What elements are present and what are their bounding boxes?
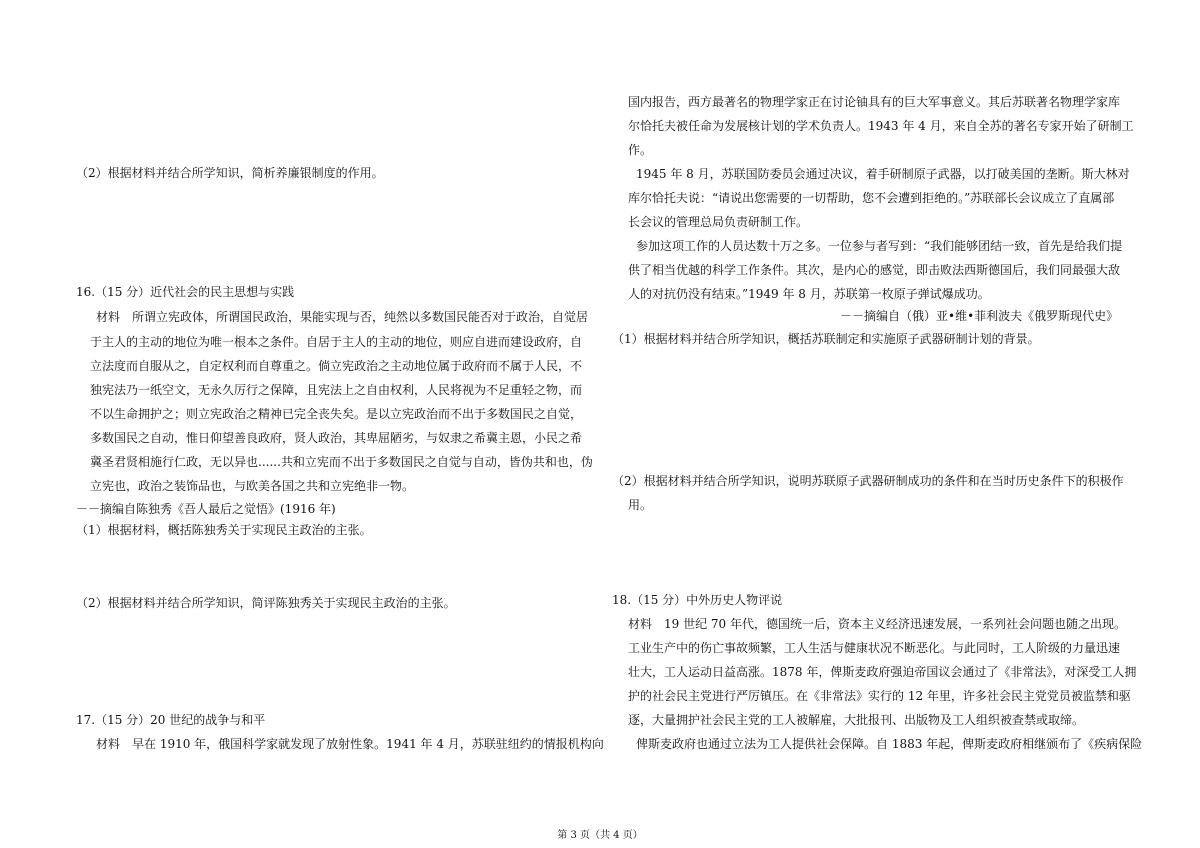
q17-material-line: 长会议的管理总局负责研制工作。 xyxy=(628,215,809,229)
q17-material-line: 供了相当优越的科学工作条件。其次，是内心的感觉，即击败法西斯德国后，我们同最强大敌 xyxy=(628,263,1121,277)
q16-material-line: 不以生命拥护之；则立宪政治之精神已完全丧失矣。是以立宪政治而不出于多数国民之自觉， xyxy=(90,407,583,421)
q16-material-line: 于主人的主动的地位为唯一根本之条件。自居于主人的主动的地位，则应自进而建设政府，自 xyxy=(90,335,583,349)
q17-material-line: 库尔恰托夫说：“请说出您需要的一切帮助，您不会遭到拒绝的。”苏联部长会议成立了直属部 xyxy=(628,191,1115,205)
q17-part1-question: （1）根据材料并结合所学知识，概括苏联制定和实施原子武器研制计划的背景。 xyxy=(612,332,1040,346)
q15-part2-question: （2）根据材料并结合所学知识，简析养廉银制度的作用。 xyxy=(76,166,384,180)
q16-material-line: 材料 所谓立宪政体，所谓国民政治，果能实现与否，纯然以多数国民能否对于政治，自觉居 xyxy=(96,310,589,324)
q16-material-line: 独宪法乃一纸空文，无永久厉行之保障，且宪法上之自由权利，人民将视为不足重轻之物，而 xyxy=(90,383,583,397)
q18-material-line: 材料 19 世纪 70 年代，德国统一后，资本主义经济迅速发展，一系列社会问题也随之出现。 xyxy=(628,617,1126,631)
q18-material-line: 壮大，工人运动日益高涨。1878 年，俾斯麦政府强迫帝国议会通过了《非常法》，对深受工人拥 xyxy=(628,665,1137,679)
q17-source: －－摘编自（俄）亚•维•菲利波夫《俄罗斯现代史》 xyxy=(840,309,1119,323)
q17-material-line: 尔恰托夫被任命为发展核计划的学术负责人。1943 年 4 月，来自全苏的著名专家开始了研制工 xyxy=(628,119,1134,133)
q18-material-line: 护的社会民主党进行严厉镇压。在《非常法》实行的 12 年里，许多社会民主党党员被监禁和驱 xyxy=(628,689,1131,703)
q16-material-line: 多数国民之自动，惟日仰望善良政府，贤人政治，其卑屈陋劣，与奴隶之希冀主恩，小民之希 xyxy=(90,431,583,445)
q16-material-line: 立法度而自服从之，自定权利而自尊重之。倘立宪政治之主动地位属于政府而不属于人民，不 xyxy=(90,359,583,373)
q16-part1-question: （1）根据材料，概括陈独秀关于实现民主政治的主张。 xyxy=(76,523,372,537)
q16-source: －－摘编自陈独秀《吾人最后之觉悟》(1916 年) xyxy=(76,502,336,516)
q17-heading: 17.（15 分）20 世纪的战争与和平 xyxy=(76,713,266,727)
q18-material-line: 俾斯麦政府也通过立法为工人提供社会保障。自 1883 年起，俾斯麦政府相继颁布了《疾病保险 xyxy=(636,737,1143,751)
page-footer: 第 3 页（共 4 页） xyxy=(557,830,643,841)
q17-material-line: 人的对抗仍没有结束。”1949 年 8 月，苏联第一枚原子弹试爆成功。 xyxy=(628,287,990,301)
q17-material-line: 作。 xyxy=(628,143,653,157)
q16-part2-question: （2）根据材料并结合所学知识，简评陈独秀关于实现民主政治的主张。 xyxy=(76,596,456,610)
q16-material-line: 立宪也，政治之装饰品也，与欧美各国之共和立宪绝非一物。 xyxy=(90,479,415,493)
q18-material-line: 工业生产中的伤亡事故频繁，工人生活与健康状况不断恶化。与此同时，工人阶级的力量迅速 xyxy=(628,641,1121,655)
q17-material-line: 国内报告，西方最著名的物理学家正在讨论铀具有的巨大军事意义。其后苏联著名物理学家库 xyxy=(628,95,1121,109)
q18-heading: 18.（15 分）中外历史人物评说 xyxy=(612,593,783,607)
q18-material-line: 逐，大量拥护社会民主党的工人被解雇，大批报刊、出版物及工人组织被查禁或取缔。 xyxy=(628,713,1085,727)
q17-material-line: 参加这项工作的人员达数十万之多。一位参与者写到：“我们能够团结一致，首先是给我们提 xyxy=(636,239,1123,253)
q16-heading: 16.（15 分）近代社会的民主思想与实践 xyxy=(76,285,295,299)
q17-material-line: 材料 早在 1910 年，俄国科学家就发现了放射性象。1941 年 4 月，苏联驻纽约的情报机构向 xyxy=(96,737,604,751)
q17-material-line: 1945 年 8 月，苏联国防委员会通过决议，着手研制原子武器，以打破美国的垄断。斯大林对 xyxy=(636,167,1130,181)
q16-material-line: 冀圣君贤相施行仁政，无以异也......共和立宪而不出于多数国民之自觉与自动，皆伪共和也，伪 xyxy=(90,455,593,469)
q17-part2-question-cont: 用。 xyxy=(628,498,653,512)
q17-part2-question: （2）根据材料并结合所学知识，说明苏联原子武器研制成功的条件和在当时历史条件下的积极作 xyxy=(612,474,1124,488)
